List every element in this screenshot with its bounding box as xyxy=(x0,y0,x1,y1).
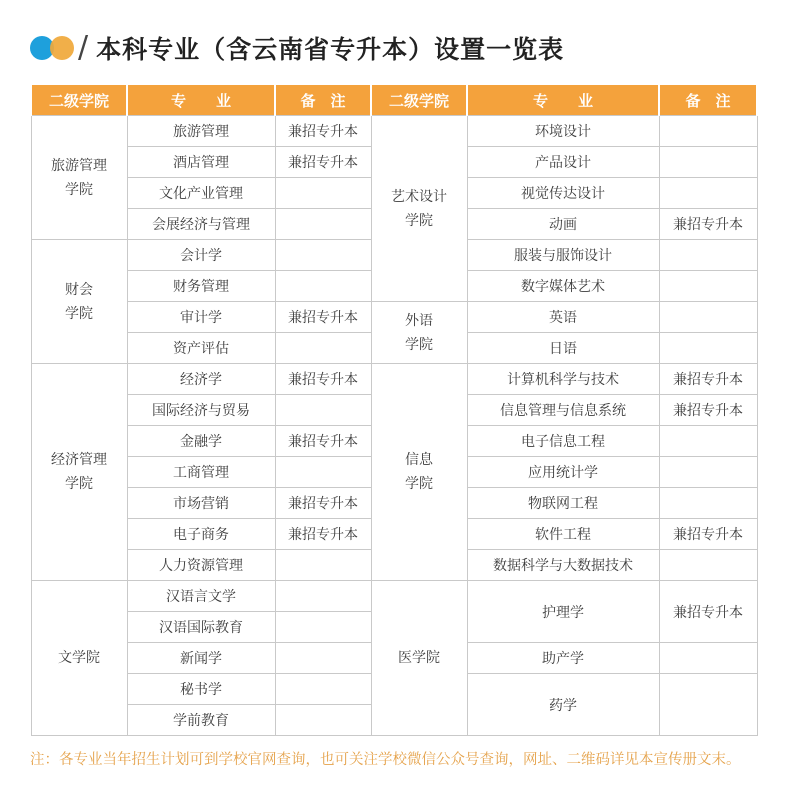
major-cell: 电子商务 xyxy=(127,519,275,550)
major-cell: 会计学 xyxy=(127,240,275,271)
major-cell: 动画 xyxy=(467,209,659,240)
note-cell: 兼招专升本 xyxy=(275,488,371,519)
major-cell: 经济学 xyxy=(127,364,275,395)
college-cell-right: 信息学院 xyxy=(371,364,467,581)
table-row xyxy=(31,302,757,333)
major-cell: 秘书学 xyxy=(127,674,275,705)
note-cell xyxy=(659,116,757,147)
major-cell: 国际经济与贸易 xyxy=(127,395,275,426)
major-cell: 视觉传达设计 xyxy=(467,178,659,209)
major-cell: 数字媒体艺术 xyxy=(467,271,659,302)
header-college-right: 二级学院 xyxy=(371,85,467,116)
note-cell xyxy=(275,333,371,364)
major-cell: 电子信息工程 xyxy=(467,426,659,457)
major-cell: 药学 xyxy=(467,674,659,736)
major-cell: 市场营销 xyxy=(127,488,275,519)
note-cell xyxy=(275,643,371,674)
note-cell: 兼招专升本 xyxy=(275,364,371,395)
college-cell-left: 旅游管理学院 xyxy=(31,116,127,240)
header-note-left: 备 注 xyxy=(275,85,371,116)
major-cell: 汉语国际教育 xyxy=(127,612,275,643)
note-cell xyxy=(659,550,757,581)
slash-divider: / xyxy=(78,30,89,65)
major-cell: 护理学 xyxy=(467,581,659,643)
note-cell: 兼招专升本 xyxy=(275,426,371,457)
note-cell xyxy=(275,178,371,209)
major-cell: 计算机科学与技术 xyxy=(467,364,659,395)
college-cell-right: 艺术设计学院 xyxy=(371,116,467,302)
major-cell: 学前教育 xyxy=(127,705,275,736)
note-cell xyxy=(275,705,371,736)
note-cell xyxy=(659,271,757,302)
note-cell xyxy=(275,457,371,488)
note-cell xyxy=(275,395,371,426)
college-cell-left: 文学院 xyxy=(31,581,127,736)
college-cell-right: 医学院 xyxy=(371,581,467,736)
note-cell xyxy=(275,209,371,240)
major-cell: 旅游管理 xyxy=(127,116,275,147)
major-cell: 人力资源管理 xyxy=(127,550,275,581)
note-cell: 兼招专升本 xyxy=(659,395,757,426)
major-cell: 财务管理 xyxy=(127,271,275,302)
major-cell: 应用统计学 xyxy=(467,457,659,488)
note-cell xyxy=(659,643,757,674)
major-cell: 英语 xyxy=(467,302,659,333)
note-cell: 兼招专升本 xyxy=(275,116,371,147)
major-cell: 新闻学 xyxy=(127,643,275,674)
major-cell: 资产评估 xyxy=(127,333,275,364)
note-cell xyxy=(275,581,371,612)
major-cell: 信息管理与信息系统 xyxy=(467,395,659,426)
note-cell xyxy=(275,271,371,302)
note-cell: 兼招专升本 xyxy=(659,519,757,550)
note-cell xyxy=(659,178,757,209)
major-cell: 汉语言文学 xyxy=(127,581,275,612)
title-bar xyxy=(30,26,564,70)
note-cell: 兼招专升本 xyxy=(659,581,757,643)
table-row xyxy=(31,581,757,612)
note-cell xyxy=(659,333,757,364)
major-cell: 数据科学与大数据技术 xyxy=(467,550,659,581)
major-cell: 产品设计 xyxy=(467,147,659,178)
major-cell: 物联网工程 xyxy=(467,488,659,519)
header-note-right: 备 注 xyxy=(659,85,757,116)
college-cell-left: 财会学院 xyxy=(31,240,127,364)
footnote: 注：各专业当年招生计划可到学校官网查询，也可关注学校微信公众号查询，网址、二维码详见本宣传册文末。 xyxy=(30,752,741,768)
table-row xyxy=(31,364,757,395)
major-cell: 酒店管理 xyxy=(127,147,275,178)
major-cell: 文化产业管理 xyxy=(127,178,275,209)
header-college-left: 二级学院 xyxy=(31,85,127,116)
majors-table xyxy=(30,85,758,736)
major-cell: 日语 xyxy=(467,333,659,364)
major-cell: 会展经济与管理 xyxy=(127,209,275,240)
note-cell xyxy=(659,147,757,178)
header-major-right: 专 业 xyxy=(467,85,659,116)
note-cell: 兼招专升本 xyxy=(275,519,371,550)
college-cell-right: 外语学院 xyxy=(371,302,467,364)
note-cell: 兼招专升本 xyxy=(275,147,371,178)
major-cell: 软件工程 xyxy=(467,519,659,550)
header-major-left: 专 业 xyxy=(127,85,275,116)
major-cell: 工商管理 xyxy=(127,457,275,488)
note-cell: 兼招专升本 xyxy=(659,209,757,240)
page-title: 本科专业（含云南省专升本）设置一览表 xyxy=(96,35,565,64)
note-cell xyxy=(659,240,757,271)
major-cell: 审计学 xyxy=(127,302,275,333)
title-dots-icon xyxy=(30,36,74,60)
note-cell xyxy=(275,612,371,643)
note-cell xyxy=(659,457,757,488)
note-cell xyxy=(659,302,757,333)
note-cell: 兼招专升本 xyxy=(275,302,371,333)
note-cell xyxy=(275,240,371,271)
major-cell: 金融学 xyxy=(127,426,275,457)
note-cell xyxy=(659,674,757,736)
table-header-row xyxy=(31,85,757,116)
college-cell-left: 经济管理学院 xyxy=(31,364,127,581)
note-cell xyxy=(659,488,757,519)
orange-dot-icon xyxy=(50,36,74,60)
note-cell: 兼招专升本 xyxy=(659,364,757,395)
major-cell: 服装与服饰设计 xyxy=(467,240,659,271)
note-cell xyxy=(659,426,757,457)
table-row xyxy=(31,116,757,147)
major-cell: 助产学 xyxy=(467,643,659,674)
note-cell xyxy=(275,550,371,581)
major-cell: 环境设计 xyxy=(467,116,659,147)
note-cell xyxy=(275,674,371,705)
